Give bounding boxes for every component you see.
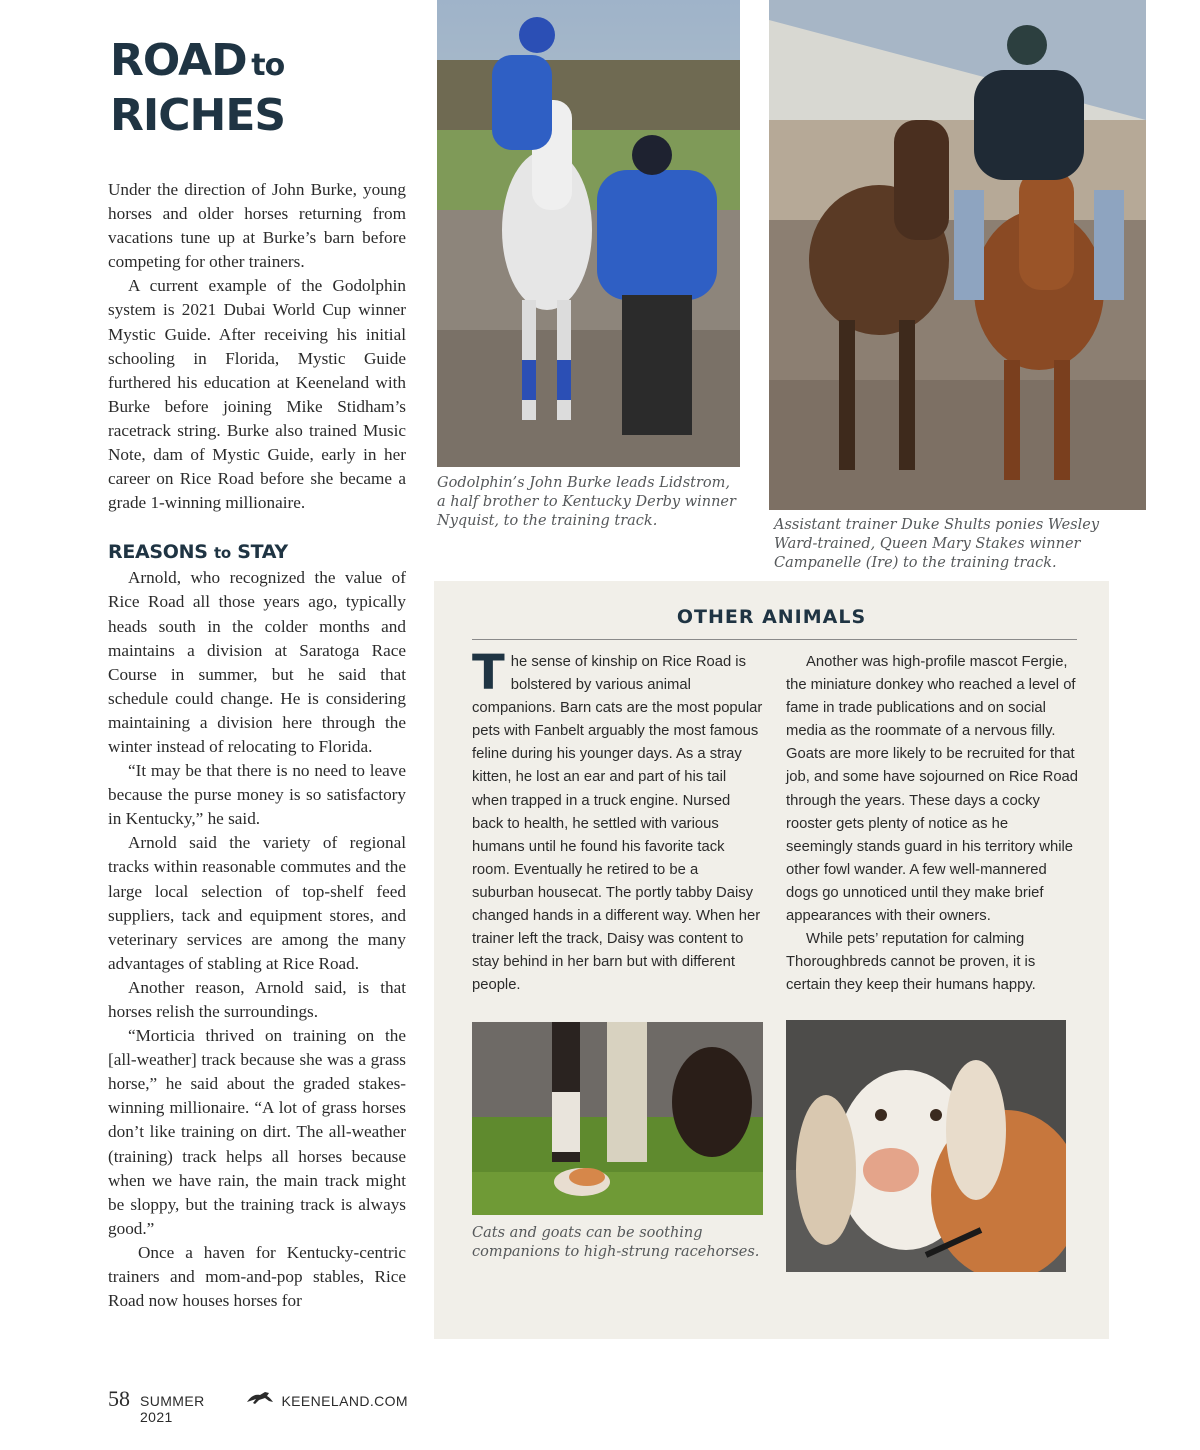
sidebar-other-animals — [434, 581, 1109, 1339]
sidebar-column-1 — [472, 645, 763, 997]
issue-label: SUMMER 2021 — [140, 1393, 205, 1425]
photo-cat-and-horse — [472, 1022, 763, 1215]
article-paragraph: Arnold said the variety of regional tracks within reasonable commutes and the large local selection of top-shelf feed suppliers, tack and equipment stores, and veterinary services are among the many advantages of stabling at Rice Road. — [108, 833, 406, 973]
photo-caption: Assistant trainer Duke Shults ponies Wesley Ward-trained, Queen Mary Stakes winner Campanelle (Ire) to the training track. — [774, 517, 1100, 571]
article-paragraph: “Morticia thrived on training on the [all-weather] track because she was a grass horse,” he said about the graded stakes-winning millionaire. “A lot of grass horses don’t like training on dirt. The all-weather (training) track helps all horses because when we have rain, the main track might be sloppy, but the training track is always good.” — [108, 1026, 406, 1238]
article-paragraph: A current example of the Godolphin system is 2021 Dubai World Cup winner Mystic Guide. After receiving his initial schooling in Florida, Mystic Guide furthered his education at Keeneland with Burke before joining Mike Stidham’s racetrack string. Burke also trained Music Note, dam of Mystic Guide, early in her career on Rice Road before she became a grade 1-winning millionaire. — [108, 276, 406, 513]
subhead-word: STAY — [237, 541, 288, 564]
page-footer — [108, 1386, 408, 1425]
subhead-word: REASONS — [108, 541, 208, 564]
photo-caption: Cats and goats can be soothing companions to high-strung racehorses. — [472, 1225, 760, 1260]
page-number: 58 — [108, 1386, 130, 1411]
drop-cap: T — [472, 645, 505, 701]
left-column-article — [108, 178, 406, 1313]
title-word-riches: RICHES — [110, 90, 286, 141]
photo-caption: Godolphin’s John Burke leads Lidstrom, a half brother to Kentucky Derby winner Nyquist, to the training track. — [437, 475, 736, 529]
page-title — [110, 35, 410, 148]
title-word-road: ROAD — [110, 35, 247, 86]
sidebar-paragraph-text: he sense of kinship on Rice Road is bolstered by various animal companions. Barn cats are the most popular pets with Fanbelt arguably the most famous feline during his younger days. As a stray kitten, he lost an ear and part of his tail when trapped in a truck engine. Nursed back to health, he settled with various humans until he found his favorite tack room. Eventually he retired to be a suburban housecat. The portly tabby Daisy changed hands in a different way. When her trainer left the track, Daisy was content to stay behind in her barn but with different people. — [472, 654, 763, 994]
keeneland-horse-logo-icon — [245, 1388, 275, 1406]
article-paragraph: Arnold, who recognized the value of Rice Road all those years ago, typically heads south in the colder months and maintains a division at Saratoga Race Course in summer, but he said that schedule could change. He is considering maintaining a division here through the winter instead of relocating to Florida. — [108, 568, 406, 756]
sidebar-divider — [472, 639, 1077, 640]
article-paragraph: Another reason, Arnold said, is that horses relish the surroundings. — [108, 977, 406, 1021]
section-subhead — [108, 539, 406, 566]
sidebar-title: OTHER ANIMALS — [676, 606, 867, 628]
sidebar-paragraph: While pets’ reputation for calming Thoroughbreds cannot be proven, it is certain they keep their humans happy. — [786, 931, 1036, 994]
sidebar-column-2 — [786, 651, 1078, 997]
title-word-to: to — [251, 48, 285, 83]
photo-goat — [786, 1020, 1066, 1272]
photo-burke-lidstrom — [437, 0, 740, 467]
sidebar-paragraph — [472, 645, 763, 997]
photo-shults-campanelle — [769, 0, 1146, 510]
article-paragraph: Once a haven for Kentucky-centric trainers and mom-and-pop stables, Rice Road now houses horses for — [108, 1242, 406, 1311]
website-label: KEENELAND.COM — [281, 1393, 408, 1409]
subhead-to: to — [213, 544, 231, 563]
sidebar-paragraph: Another was high-profile mascot Fergie, the miniature donkey who reached a level of fame in trade publications and on social media as the roommate of a nervous filly. Goats are more likely to be recruited for that job, and some have sojourned on Rice Road through the years. These days a cocky rooster gets plenty of notice as he seemingly stands guard in his territory while other fowl wander. A few well-mannered dogs go unnoticed until they make brief appearances with their owners. — [786, 654, 1079, 925]
article-paragraph: Under the direction of John Burke, young horses and older horses returning from vacations tune up at Burke’s barn before competing for other trainers. — [108, 180, 406, 272]
article-paragraph: “It may be that there is no need to leave because the purse money is so satisfactory in Kentucky,” he said. — [108, 761, 406, 829]
